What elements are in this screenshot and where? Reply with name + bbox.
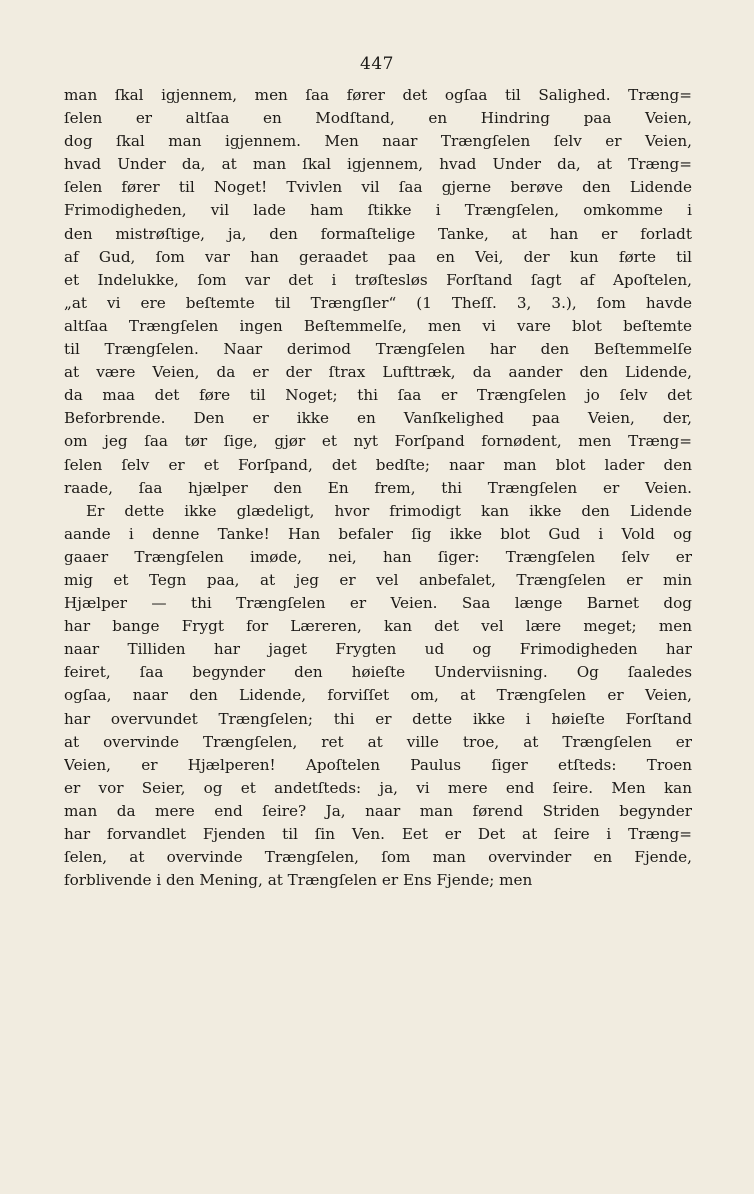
text-line: at være Veien, da er der ſtrax Lufttræk, da aander den Lidende, [64,363,692,382]
text-line: ſelen fører til Noget! Tvivlen vil ſaa gjerne berøve den Lidende [64,178,692,197]
text-line: ſelen, at overvinde Trængſelen, ſom man overvinder en Fjende, [64,848,692,867]
text-line: har forvandlet Fjenden til ſin Ven. Eet er Det at ſeire i Træng= [64,825,692,843]
text-line: et Indelukke, ſom var det i trøſtesløs Forſtand ſagt af Apoſtelen, [64,270,692,289]
text-line: Beforbrende. Den er ikke en Vanſkelighed paa Veien, der, [64,409,692,428]
text-line: man da mere end ſeire? Ja, naar man førend Striden begynder [64,801,692,820]
text-line: Er dette ikke glædeligt, hvor frimodigt kan ikke den Lidende [86,501,692,520]
text-line: ogſaa, naar den Lidende, forviſſet om, at Trængſelen er Veien, [64,686,692,705]
text-line: at overvinde Trængſelen, ret at ville troe, at Trængſelen er [64,732,692,751]
text-line: feiret, ſaa begynder den høieſte Underviisning. Og ſaaledes [64,663,692,682]
text-body [64,84,692,892]
text-line: dog ſkal man igjennem. Men naar Trængſelen ſelv er Veien, [64,132,692,151]
text-line: da maa det føre til Noget; thi ſaa er Trængſelen jo ſelv det [64,386,692,405]
text-line: Veien, er Hjælperen! Apoſtelen Paulus ſiger etſteds: Troen [64,755,692,774]
text-line: aande i denne Tanke! Han befaler ſig ikke blot Gud i Vold og [64,524,692,543]
text-line: hvad Under da, at man ſkal igjennem, hvad Under da, at Træng= [64,155,692,174]
text-line: er vor Seier, og et andetſteds: ja, vi mere end ſeire. Men kan [64,778,692,797]
text-line: har bange Frygt for Læreren, kan det vel lære meget; men [64,617,692,636]
text-line: den mistrøſtige, ja, den formaſtelige Tanke, at han er forladt [64,224,692,243]
text-line: mig et Tegn paa, at jeg er vel anbefalet, Trængſelen er min [64,570,692,589]
text-line: Hjælper — thi Trængſelen er Veien. Saa længe Barnet dog [64,594,692,613]
text-line: naar Tilliden har jaget Frygten ud og Frimodigheden har [64,640,692,659]
text-line: til Trængſelen. Naar derimod Trængſelen har den Beſtemmelſe [64,340,692,359]
text-line: „at vi ere beſtemte til Trængſler“ (1 Theſſ. 3, 3.), ſom havde [64,293,692,312]
text-line: Frimodigheden, vil lade ham ſtikke i Trængſelen, omkomme i [64,201,692,220]
text-line: af Gud, ſom var han geraadet paa en Vei, der kun førte til [64,247,692,266]
text-line: altſaa Trængſelen ingen Beſtemmelſe, men vi vare blot beſtemte [64,316,692,335]
text-line: ſelen ſelv er et Forſpand, det bedſte; naar man blot lader den [64,455,692,474]
page-number: 447 [360,54,394,74]
text-line: om jeg ſaa tør ſige, gjør et nyt Forſpand fornødent, men Træng= [64,432,692,451]
text-line: gaaer Trængſelen imøde, nei, han ſiger: Trængſelen ſelv er [64,547,692,566]
text-line: man ſkal igjennem, men ſaa fører det ogſaa til Salighed. Træng= [64,86,692,104]
text-line: ſelen er altſaa en Modſtand, en Hindring paa Veien, [64,109,692,128]
text-line: forblivende i den Mening, at Trængſelen er Ens Fjende; men [64,871,533,890]
text-line: raade, ſaa hjælper den En frem, thi Trængſelen er Veien. [64,478,692,497]
text-line: har overvundet Trængſelen; thi er dette ikke i høieſte Forſtand [64,709,692,728]
